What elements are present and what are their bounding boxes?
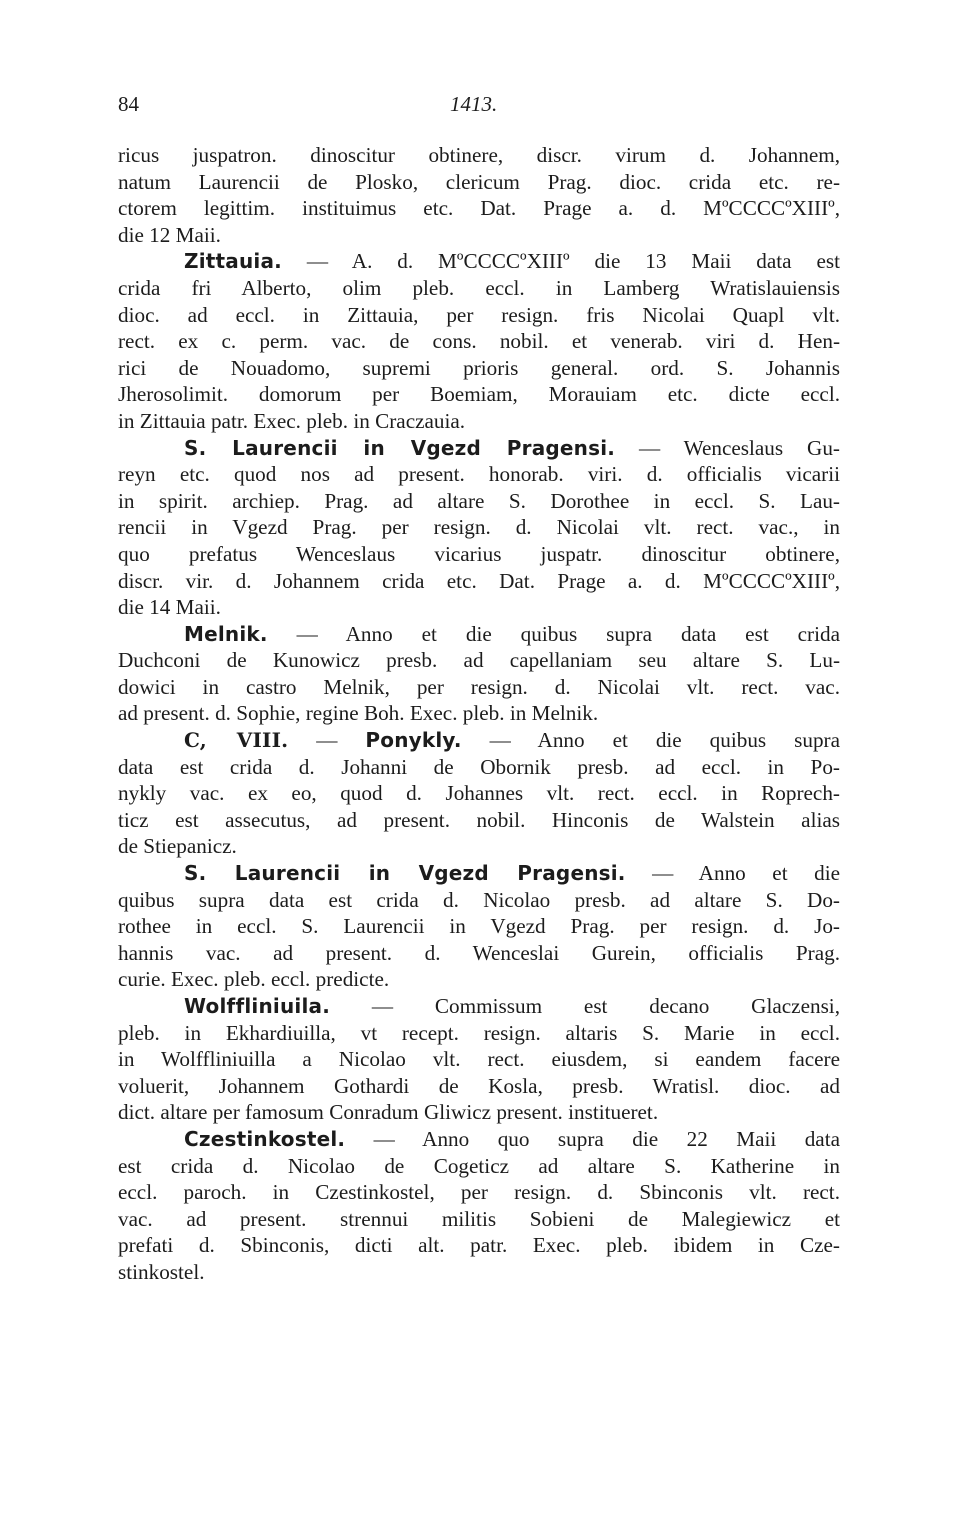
entry-first-line [118, 993, 840, 1020]
line-text: curie. Exec. pleb. eccl. predicte. [118, 967, 390, 992]
text-line [118, 1206, 840, 1233]
entry-heading: Czestinkostel. [184, 1126, 346, 1151]
line-text: vac. ad present. strennui militis Sobieni de Malegiewicz et [118, 1206, 840, 1231]
text-line [118, 833, 840, 860]
line-text: ad present. d. Sophie, regine Boh. Exec. pleb. in Melnik. [118, 701, 599, 726]
text-line [118, 1020, 840, 1047]
line-text: rencii in Vgezd Prag. per resign. d. Nicolai vlt. rect. vac., in [118, 515, 840, 540]
page-header [118, 92, 838, 122]
text-line [118, 541, 840, 568]
text-line [118, 568, 840, 595]
line-text: dioc. ad eccl. in Zittauia, per resign. fris Nicolai Quapl vlt. [118, 302, 840, 327]
text-line [118, 1232, 840, 1259]
text-line [118, 1099, 840, 1126]
line-text: ticz est assecutus, ad present. nobil. Hinconis de Walstein alias [118, 807, 840, 832]
line-text: — A. d. MºCCCCºXIIIº die 13 Maii data est [281, 249, 840, 274]
entry-first-line [118, 621, 840, 648]
text-line [118, 780, 840, 807]
text-line [118, 142, 840, 169]
entry-first-line [118, 727, 840, 754]
dash-separator: — [288, 728, 366, 753]
text-line [118, 594, 840, 621]
line-text: hannis vac. ad present. d. Wenceslai Gurein, officialis Prag. [118, 940, 840, 965]
line-text: prefati d. Sbinconis, dicti alt. patr. Exec. pleb. ibidem in Cze- [118, 1233, 840, 1258]
line-text: est crida d. Nicolao de Cogeticz ad altare S. Katherine in [118, 1153, 840, 1178]
text-line [118, 807, 840, 834]
entry-first-line [118, 248, 840, 275]
text-line [118, 647, 840, 674]
line-text: die 14 Maii. [118, 595, 221, 620]
line-text: reyn etc. quod nos ad present. honorab. viri. d. officialis vicarii [118, 462, 840, 487]
line-text: eccl. paroch. in Czestinkostel, per resign. d. Sbinconis vlt. rect. [118, 1180, 840, 1205]
text-line [118, 222, 840, 249]
line-text: Jherosolimit. domorum per Boemiam, Morauiam etc. dicte eccl. [118, 382, 840, 407]
text-line [118, 328, 840, 355]
line-text: ricus juspatron. dinoscitur obtinere, discr. virum d. Johannem, [118, 143, 840, 167]
line-text: rect. ex c. perm. vac. de cons. nobil. et venerab. viri d. Hen- [118, 329, 840, 354]
entry-heading: S. Laurencii in Vgezd Pragensi. [184, 861, 626, 886]
line-text: natum Laurencii de Plosko, clericum Prag. dioc. crida etc. re- [118, 169, 840, 194]
line-text: — Anno et die quibus supra [461, 728, 840, 753]
line-text: — Anno et die quibus supra data est crida [267, 621, 840, 646]
line-text: dowici in castro Melnik, per resign. d. Nicolai vlt. rect. vac. [118, 674, 840, 699]
line-text: rici de Nouadomo, supremi prioris general. ord. S. Johannis [118, 355, 840, 380]
text-line [118, 966, 840, 993]
line-text: data est crida d. Johanni de Obornik presb. ad eccl. in Po- [118, 754, 840, 779]
line-text: ctorem legittim. instituimus etc. Dat. Prage a. d. MºCCCCºXIIIº, [118, 196, 840, 221]
line-text: rothee in eccl. S. Laurencii in Vgezd Prag. per resign. d. Jo- [118, 914, 840, 939]
line-text: in Zittauia patr. Exec. pleb. in Craczauia. [118, 408, 466, 433]
text-line [118, 461, 840, 488]
entry-first-line [118, 435, 840, 462]
text-line [118, 355, 840, 382]
text-line [118, 488, 840, 515]
text-line [118, 700, 840, 727]
entry-heading: Wolffliniuila. [184, 994, 330, 1018]
line-text: — Anno et die [625, 861, 840, 886]
line-text: pleb. in Ekhardiuilla, vt recept. resign. altaris S. Marie in eccl. [118, 1020, 840, 1045]
entry-heading-secondary: Ponykly. [365, 728, 462, 753]
line-text: Duchconi de Kunowicz presb. ad capellaniam seu altare S. Lu- [118, 648, 840, 673]
text-line [118, 754, 840, 781]
entry-heading: Zittauia. [184, 249, 282, 274]
line-text: discr. vir. d. Johannem crida etc. Dat. Prage a. d. MºCCCCºXIIIº, [118, 568, 840, 593]
entry-first-line [118, 1126, 840, 1153]
text-line [118, 195, 840, 222]
line-text: — Commissum est decano Glaczensi, [330, 994, 840, 1018]
text-line [118, 1073, 840, 1100]
text-line [118, 913, 840, 940]
text-line [118, 302, 840, 329]
text-line [118, 381, 840, 408]
entry-first-line [118, 860, 840, 887]
text-line [118, 169, 840, 196]
line-text: die 12 Maii. [118, 222, 221, 247]
entry-heading: S. Laurencii in Vgezd Pragensi. [184, 435, 616, 460]
line-text: de Stiepanicz. [118, 834, 237, 859]
entry-heading: Melnik. [184, 621, 268, 646]
text-line [118, 940, 840, 967]
text-line [118, 887, 840, 914]
entry-heading: C, VIII. [184, 728, 289, 753]
text-line [118, 674, 840, 701]
page-number: 84 [118, 92, 139, 116]
text-line [118, 275, 840, 302]
text-line [118, 1153, 840, 1180]
line-text: quibus supra data est crida d. Nicolao presb. ad altare S. Do- [118, 887, 840, 912]
line-text: dict. altare per famosum Conradum Gliwicz present. institueret. [118, 1100, 659, 1125]
line-text: — Wenceslaus Gu- [615, 435, 840, 460]
text-line [118, 1259, 840, 1286]
text-body [118, 142, 840, 1286]
line-text: crida fri Alberto, olim pleb. eccl. in Lamberg Wratislauiensis [118, 275, 840, 300]
text-line [118, 1046, 840, 1073]
line-text: — Anno quo supra die 22 Maii data [345, 1126, 840, 1151]
line-text: quo prefatus Wenceslaus vicarius juspatr. dinoscitur obtinere, [118, 541, 840, 566]
running-year: 1413. [450, 92, 498, 116]
line-text: in Wolffliniuilla a Nicolao vlt. rect. eiusdem, si eandem facere [118, 1047, 840, 1072]
line-text: in spirit. archiep. Prag. ad altare S. Dorothee in eccl. S. Lau- [118, 488, 840, 513]
line-text: nykly vac. ex eo, quod d. Johannes vlt. rect. eccl. in Roprech- [118, 781, 840, 806]
text-line [118, 514, 840, 541]
line-text: stinkostel. [118, 1259, 205, 1284]
text-line [118, 1179, 840, 1206]
line-text: voluerit, Johannem Gothardi de Kosla, presb. Wratisl. dioc. ad [118, 1073, 840, 1098]
text-line [118, 408, 840, 435]
